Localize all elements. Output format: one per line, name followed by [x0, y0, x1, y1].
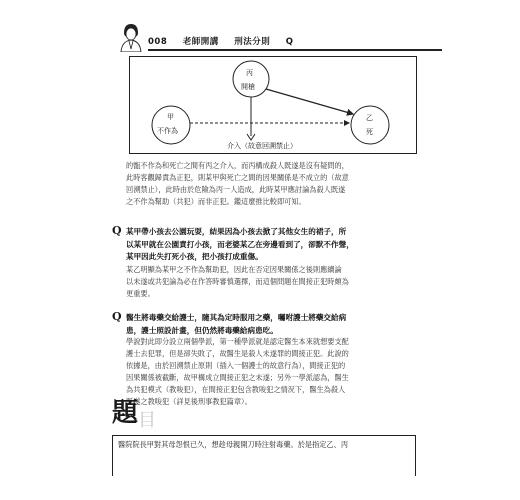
section-title: 題 — [112, 398, 139, 428]
q-icon: Q — [112, 224, 122, 237]
node-circle-right — [351, 106, 389, 144]
arrow-top-to-right — [266, 89, 353, 114]
node-right-label: 乙 — [366, 114, 373, 122]
text-line: 依據是，由於回溯禁止原則（插入一個護士的故意行為），間接正犯的 — [126, 361, 346, 370]
header-section-mark: Q — [285, 37, 294, 47]
node-left-label: 甲 — [167, 113, 174, 121]
header-title-1: 老師開講 — [182, 37, 219, 47]
text-line: 此時客觀歸責為正犯，則某甲與死亡之間的因果關係是不成立的（故意 — [126, 173, 349, 182]
text-line: 患，護士照設計畫，但仍然將毒藥給病患吃。 — [126, 325, 278, 335]
teacher-avatar — [118, 22, 144, 52]
header-rule — [148, 49, 442, 51]
node-top-sublabel: 開槍 — [241, 83, 255, 91]
text-line: 某甲帶小孩去公園玩耍，結果因為小孩去掀了其他女生的裙子，所 — [126, 227, 347, 236]
diagram-graphics — [130, 57, 416, 153]
text-line: 護士去犯罪，但是卻失敗了，故醫生是殺人未遂罪的間接正犯。此說的 — [126, 349, 349, 358]
text-line: 以未遂或共犯論為必在作答時審慎選擇，而這個問題在間接正犯時頗為 — [126, 277, 349, 286]
page-header — [118, 22, 438, 50]
text-line: 為共犯模式（教唆犯），在間接正犯包含教唆犯之情況下，醫生為殺人 — [126, 385, 346, 394]
text-line: 某甲因此失打死小孩，把小孩打成重傷。 — [126, 252, 263, 261]
node-left-sublabel: 不作為 — [157, 127, 178, 135]
paragraph-1 — [126, 160, 349, 208]
question-1 — [126, 226, 354, 264]
text-line: 的甑不作為和死亡之間有丙之介入，而丙構成殺人既遂是沒有疑問的， — [126, 161, 349, 170]
header-title-2: 刑法分則 — [234, 37, 271, 47]
diagram-caption: 介入（故意回溯禁止） — [227, 142, 297, 150]
paragraph-3 — [126, 336, 349, 408]
q-icon: Q — [112, 310, 122, 323]
node-right-sublabel: 死 — [366, 128, 373, 136]
header-text — [148, 35, 305, 47]
text-line: 回溯禁止），此時由於危險為丙一人造成，此時某甲應討論為殺人既遂 — [126, 185, 346, 194]
node-top-label: 丙 — [246, 69, 253, 77]
text-line: 學說對此即分設立兩個學派，第一種學派就是認定醫生本來就想要支配 — [126, 337, 349, 346]
paragraph-2 — [126, 264, 349, 300]
text-line: 更重要。 — [126, 289, 155, 298]
case-text: 醫院院長甲對其母怨恨已久，想趁母親開刀時注射毒藥。於是指定乙、丙 — [118, 440, 349, 449]
question-2 — [126, 312, 346, 337]
text-line: 既遂之教唆犯（詳見後刑事教犯篇章）。 — [126, 397, 252, 406]
text-line: 因果關係被截斷，故甲構成立間接正犯之未遂；另外一學派認為，醫生 — [126, 373, 349, 382]
text-line: 以某甲就在公園責打小孩，而老婆某乙在旁邊看到了，卻默不作聲， — [126, 239, 354, 249]
text-line: 醫生將毒藥交給護士，隨其為定時服用之藥，囑咐護士將藥交給病 — [126, 313, 347, 322]
causation-diagram — [129, 56, 417, 154]
section-title-ghost: 目 — [138, 410, 156, 431]
text-line: 之不作為幫助（共犯）而非正犯。鑑這麼推比較即可知。 — [126, 197, 306, 206]
page-number: 008 — [148, 37, 168, 47]
text-line: 某乙明顯為某甲之不作為幫助犯，因此在否定因果關係之後則應續論 — [126, 265, 342, 274]
